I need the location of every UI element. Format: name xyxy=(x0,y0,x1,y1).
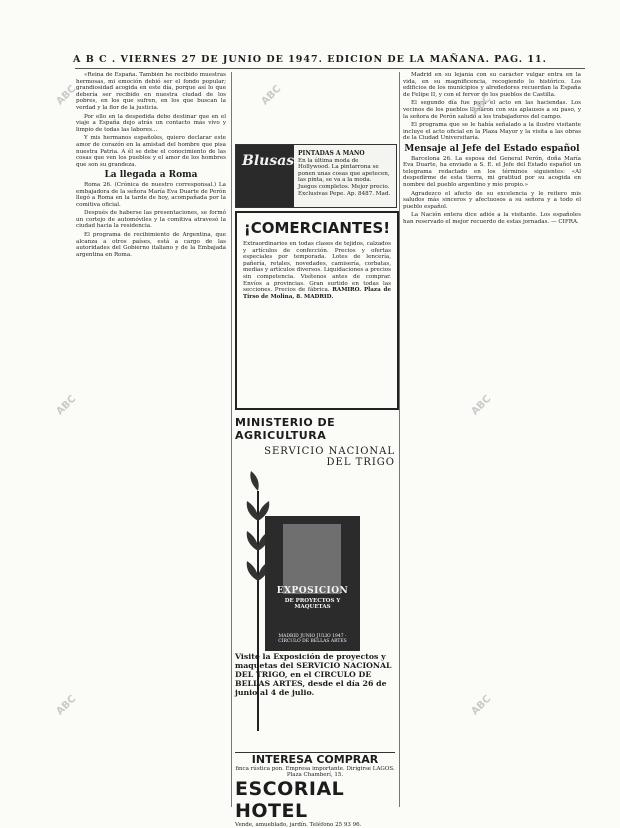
ad-text xyxy=(298,151,392,197)
watermark: ABC xyxy=(259,83,284,108)
paragraph: El programa que se le había señalado a la ilustre visitante incluye el acto oficial en la Plaza Mayor y la visita a las obras de la Ciudad Universitaria. xyxy=(403,122,581,142)
watermark: ABC xyxy=(54,393,79,418)
ad-blusas xyxy=(235,144,397,208)
ad-interesa xyxy=(235,752,395,828)
service-subtitle: DEL TRIGO xyxy=(326,457,395,468)
article-column-left xyxy=(76,72,226,802)
poster-subtitle: DE PROYECTOS Y MAQUETAS xyxy=(284,598,341,610)
ad-body: En la última moda de Hollywood. La pintarrona se ponen unas cosas que apetecen, las pinta, se va a la moda. Juegos completos. Mejor precio. xyxy=(298,157,390,190)
watermark: ABC xyxy=(469,693,494,718)
poster-date: MADRID JUNIO JULIO 1947 · CIRCULO DE BELLAS ARTES xyxy=(278,634,347,644)
paragraph: La Nación entera dice adiós a la visitante. Los españoles han reservado el mejor recuerdo de estas jornadas. — CIFRA. xyxy=(403,212,581,225)
column-separator xyxy=(231,72,232,807)
poster-title: EXPOSICION xyxy=(276,586,349,596)
paragraph: El programa de recibimiento de Argentina, que alcanza a otros países, está a cargo de las autoridades del Gobierno italiano y de la Embajada argentina en Roma. xyxy=(76,232,226,258)
section-title: Mensaje al Jefe del Estado español xyxy=(404,143,580,154)
header-rule xyxy=(75,68,585,69)
page-header: A B C . VIERNES 27 DE JUNIO DE 1947. EDICION DE LA MAÑANA. PAG. 11. xyxy=(73,54,547,65)
paragraph: Agradezco el afecto de su excelencia y le reitero mis saludos más sinceros y afectuosos a su señora y a todo el pueblo español. xyxy=(403,190,581,210)
paragraph: «Reina de España. También he recibido muestras hermosas, mi emoción debió ser el fondo popular; grandiosidad acogida en este día, porque así lo que debería ser recibido en nuestra ciudad de los pobres, en los que sufren, en los que buscan la verdad y la flor de la justicia. xyxy=(76,72,226,111)
exhibition-poster xyxy=(265,516,360,651)
ad-subtitle: finca rústica pon. Empresa importante. Dirigirse LAGOS. Plaza Chamberí, 15. xyxy=(235,766,395,778)
article-column-right xyxy=(403,72,581,802)
paragraph: El segundo día fue para el acto en las haciendas. Los vecinos de los pueblos llenaron con sus aplausos a su paso, y la señora de Perón saludó a los trabajadores del campo. xyxy=(403,100,581,120)
watermark: ABC xyxy=(469,393,494,418)
paragraph: Y mis hermanos españoles, quiero declarar este amor de corazón en la amistad del hombre que pisa nuestra Patria. A él se debe el conocimiento de las cosas que ven los pueblos y el amor de los hombres que son su grandeza. xyxy=(76,135,226,168)
ad-brand: Blusas xyxy=(242,153,295,169)
watermark: ABC xyxy=(469,93,494,118)
exhibition-text: Visite la Exposición de proyectos y maquetas del SERVICIO NACIONAL DEL TRIGO, en el CIRCULO DE BELLAS ARTES, desde el día 26 de junio al 4 de julio. xyxy=(235,652,392,697)
ad-text: Extraordinarios en todas clases de tejidos, calzados y artículos de confección. Precios y ofertas especiales por temporada. Lotes de lencería, pañería, retales, novedades, camisería, corbatas, medias y artículos diversos. Liquidaciones a precios sin competencia. Visítenos antes de comprar. Envíos a provincias. Gran surtido en todas las secciones. Precios de fábrica. xyxy=(243,241,391,294)
ad-comerciantes xyxy=(235,211,399,410)
paragraph: Por ello en la despedida debo destinar que en el viaje a España dejo atrás un contacto más vivo y limpio de todas las labores... xyxy=(76,113,226,133)
paragraph: Roma 26. (Crónica de nuestro corresponsal.) La embajadora de la señora María Eva Duarte de Perón llegó a Roma en la tarde de hoy, acompañada por la comitiva oficial. xyxy=(76,181,226,208)
section-title: La llegada a Roma xyxy=(104,170,198,181)
ad-ministerio xyxy=(235,416,395,746)
ad-title: INTERESA COMPRAR xyxy=(251,753,379,766)
column-separator xyxy=(399,72,400,807)
ad-address: Exclusivas Pepe. Ap. 8487. Mad. xyxy=(298,190,391,197)
hotel-title: ESCORIAL HOTEL xyxy=(235,778,345,822)
ministry-title: MINISTERIO DE AGRICULTURA xyxy=(235,416,336,442)
hotel-subtitle: Vende, amueblado, jardín. Teléfono 25 93 96. xyxy=(235,822,362,828)
ad-signature: RAMIRO. Plaza de Tirso de Molina, 8. MADRID. xyxy=(243,287,391,300)
ad-subtitle: PINTADAS A MANO xyxy=(298,150,365,157)
building-graphic xyxy=(283,524,341,594)
watermark: ABC xyxy=(54,83,79,108)
service-title: SERVICIO NACIONAL xyxy=(264,446,395,457)
ad-body xyxy=(243,241,391,300)
paragraph: Después de haberse las presentaciones, se formó un cortejo de automóviles y la comitiva atravesó la ciudad hacia la residencia. xyxy=(76,210,226,230)
ad-title: ¡COMERCIANTES! xyxy=(243,219,391,237)
watermark: ABC xyxy=(54,693,79,718)
paragraph: Madrid en su lejanía con su carácter vulgar entra en la vida, en su magnificencia, recogiendo lo histórico. Los edificios de los municipios y alrededores recuerdan la España de Felipe II, y con el fervor de los pueblos de Castilla. xyxy=(403,72,581,98)
paragraph: Barcelona 26. La esposa del General Perón, doña María Eva Duarte, ha enviado a S. E. el Jefe del Estado español un telegrama redactado en los términos siguientes: «Al despedirme de esta tierra, mi gratitud por su acogida en nombre del pueblo argentino y mío propio.» xyxy=(403,155,581,188)
